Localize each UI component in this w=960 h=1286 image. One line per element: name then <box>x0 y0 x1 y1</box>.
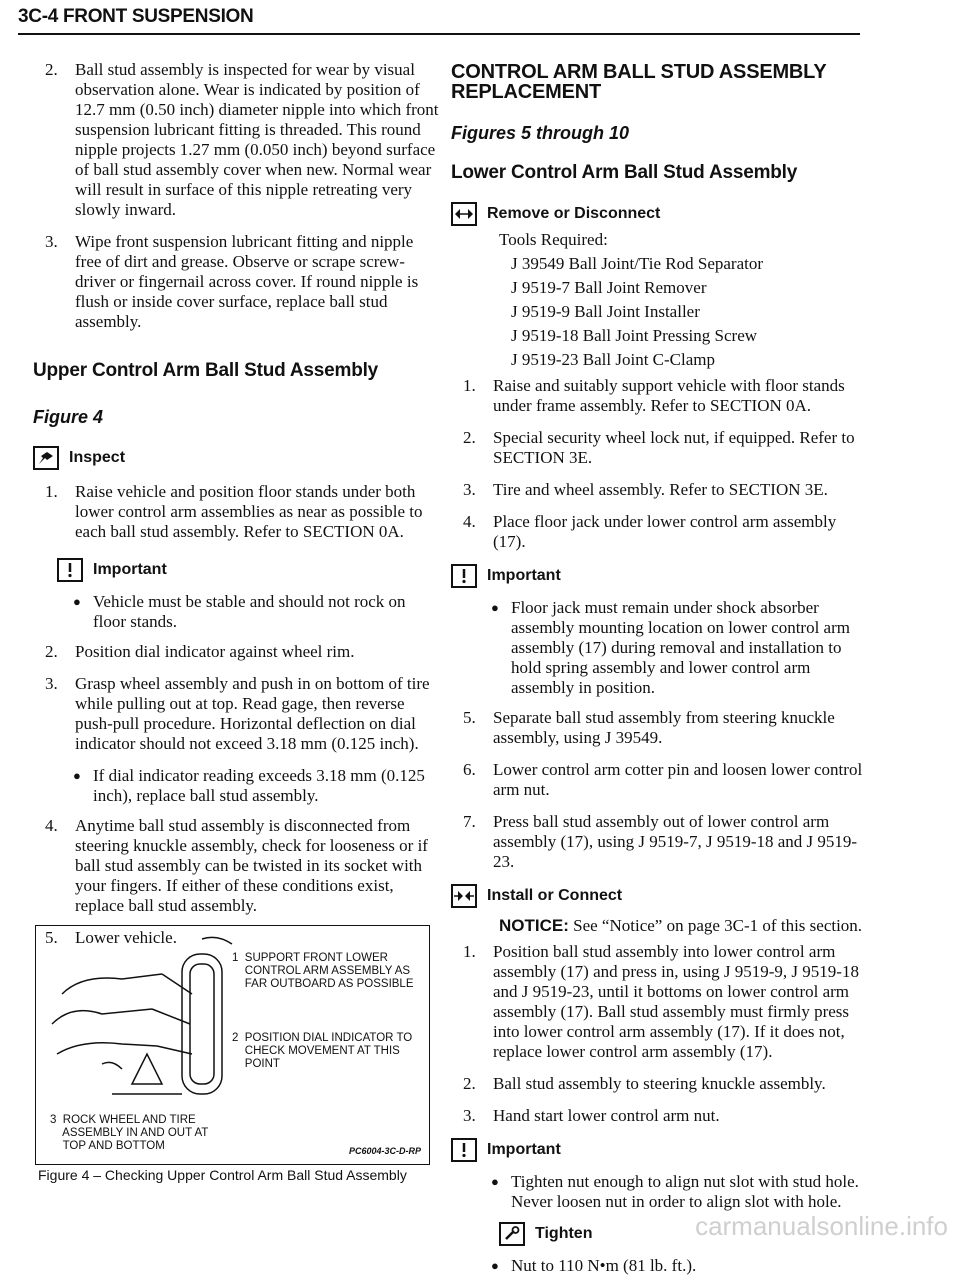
item-number: 3. <box>463 1106 476 1125</box>
tighten-label: Tighten <box>535 1225 593 1242</box>
tools-list <box>463 254 863 370</box>
tool-item: J 9519-18 Ball Joint Pressing Screw <box>511 326 758 345</box>
item-text: Ball stud assembly is inspected for wear by visual observation alone. Wear is indicated by position of 12.7 mm (0.50 inch) diameter nipple into which front suspension lubricant fitting is threaded. This round nipple projects 1.27 mm (0.050 inch) beyond surface of ball stud assembly cover when new. Normal wear will result in surface of this nipple retreating very slowly inward. <box>75 60 439 219</box>
list-item <box>463 480 863 500</box>
list-item <box>463 760 863 800</box>
item-text: Press ball stud assembly out of lower control arm assembly (17), using J 9519-7, J 9519-18 and J 9519-23. <box>493 812 858 871</box>
figure-caption: Figure 4 – Checking Upper Control Arm Ball Stud Assembly <box>38 1167 407 1183</box>
list-item <box>45 674 440 754</box>
section-heading-lower: Lower Control Arm Ball Stud Assembly <box>451 162 798 183</box>
item-number: 1. <box>463 942 476 961</box>
important-heading <box>451 1138 863 1162</box>
bullet-item: ● If dial indicator reading exceeds 3.18 mm (0.125 inch), replace ball stud assembly. <box>45 766 440 806</box>
item-number: 5. <box>463 708 476 727</box>
notice-text: See “Notice” on page 3C-1 of this section. <box>568 916 863 935</box>
section-heading-upper: Upper Control Arm Ball Stud Assembly <box>33 360 379 381</box>
inspect-icon <box>33 446 59 470</box>
list-item <box>463 708 863 748</box>
header-rule <box>18 33 860 35</box>
item-number: 2. <box>463 428 476 447</box>
item-number: 3. <box>45 674 58 693</box>
list-item <box>463 942 863 1062</box>
tool-item: J 9519-23 Ball Joint C-Clamp <box>511 350 715 369</box>
figure-label-3: 3 ROCK WHEEL AND TIRE ASSEMBLY IN AND OUT AT TOP AND BOTTOM <box>50 1114 209 1152</box>
item-number: 1. <box>45 482 58 501</box>
bullet-item: ● Tighten nut enough to align nut slot with stud hole. Never loosen nut in order to align slot with hole. <box>463 1172 863 1212</box>
item-number: 4. <box>463 512 476 531</box>
important-label: Important <box>487 567 561 584</box>
item-number: 5. <box>45 928 58 947</box>
item-text: Lower control arm cotter pin and loosen lower control arm nut. <box>493 760 863 799</box>
left-column <box>33 60 440 960</box>
item-text: Wipe front suspension lubricant fitting and nipple free of dirt and grease. Observe or scrape screw-driver or fingernail across cover. If round nipple is flush or inside cover surface, replace ball stud assembly. <box>75 232 419 331</box>
item-number: 1. <box>463 376 476 395</box>
figures-reference: Figures 5 through 10 <box>451 123 630 143</box>
right-column <box>451 61 863 1286</box>
item-number: 2. <box>45 60 58 79</box>
list-item <box>463 376 863 416</box>
important-icon <box>57 558 83 582</box>
list-item <box>463 512 863 552</box>
section-title: CONTROL ARM BALL STUD ASSEMBLY REPLACEMENT <box>451 61 827 103</box>
install-heading <box>451 884 863 908</box>
item-number: 7. <box>463 812 476 831</box>
item-number: 6. <box>463 760 476 779</box>
item-text: Position ball stud assembly into lower control arm assembly (17) and press in, using J 9519-9, J 9519-18 and J 9519-23, until it bottoms on lower control arm assembly (17). Ball stud assembly must firmly press into lower control arm assembly (17). If it does not, replace lower control arm assembly (17). <box>493 942 859 1061</box>
notice-word: NOTICE: <box>499 916 569 935</box>
list-item <box>45 482 440 542</box>
figure-label-1: 1 SUPPORT FRONT LOWER CONTROL ARM ASSEMBLY AS FAR OUTBOARD AS POSSIBLE <box>232 952 414 990</box>
important-label: Important <box>93 561 167 578</box>
watermark: carmanualsonline.info <box>695 1211 948 1241</box>
install-label: Install or Connect <box>487 887 623 904</box>
remove-heading <box>451 202 863 226</box>
item-number: 4. <box>45 816 58 835</box>
bullet-item: ● Nut to 110 N•m (81 lb. ft.). <box>463 1256 863 1276</box>
page-header: 3C-4 FRONT SUSPENSION <box>18 6 254 27</box>
remove-label: Remove or Disconnect <box>487 205 661 222</box>
list-item <box>463 428 863 468</box>
important-label: Important <box>487 1141 561 1158</box>
item-text: Tire and wheel assembly. Refer to SECTION 3E. <box>493 480 828 499</box>
item-text: Place floor jack under lower control arm assembly (17). <box>493 512 837 551</box>
list-item <box>463 812 863 872</box>
list-item <box>45 232 440 332</box>
item-text: Raise vehicle and position floor stands under both lower control arm assemblies as near as possible to each ball stud assembly. Refer to SECTION 0A. <box>75 482 423 541</box>
item-text: Anytime ball stud assembly is disconnected from steering knuckle assembly, check for looseness or if ball stud assembly can be twisted in its socket with your fingers. If either of these conditions exist, replace ball stud assembly. <box>75 816 428 915</box>
item-number: 3. <box>463 480 476 499</box>
important-heading <box>451 564 863 588</box>
item-number: 2. <box>463 1074 476 1093</box>
inspect-label: Inspect <box>69 449 126 466</box>
list-item <box>45 60 440 220</box>
important-icon <box>451 564 477 588</box>
item-text: Lower vehicle. <box>75 928 177 947</box>
item-text: Hand start lower control arm nut. <box>493 1106 720 1125</box>
inspect-heading <box>33 446 440 470</box>
wrench-icon <box>499 1222 525 1246</box>
item-number: 2. <box>45 642 58 661</box>
figure-label-2: 2 POSITION DIAL INDICATOR TO CHECK MOVEMENT AT THIS POINT <box>232 1032 413 1070</box>
item-text: Raise and suitably support vehicle with floor stands under frame assembly. Refer to SECTION 0A. <box>493 376 845 415</box>
bullet-item: ● Vehicle must be stable and should not rock on floor stands. <box>45 592 440 632</box>
figure-code: PC6004-3C-D-RP <box>348 1146 421 1156</box>
list-item <box>463 1074 863 1094</box>
suspension-illustration <box>42 934 242 1124</box>
list-item <box>45 816 440 916</box>
install-arrows-icon <box>451 884 477 908</box>
item-text: Position dial indicator against wheel rim. <box>75 642 355 661</box>
tool-item: J 39549 Ball Joint/Tie Rod Separator <box>511 254 764 273</box>
tools-label: Tools Required: <box>499 230 608 249</box>
item-text: Special security wheel lock nut, if equipped. Refer to SECTION 3E. <box>493 428 855 467</box>
item-number: 3. <box>45 232 58 251</box>
list-item <box>45 642 440 662</box>
item-text: Separate ball stud assembly from steering knuckle assembly, using J 39549. <box>493 708 835 747</box>
figure-4 <box>35 925 430 1165</box>
notice-paragraph <box>463 916 863 936</box>
list-item <box>463 1106 863 1126</box>
item-text: Ball stud assembly to steering knuckle assembly. <box>493 1074 826 1093</box>
important-icon <box>451 1138 477 1162</box>
item-text: Grasp wheel assembly and push in on bottom of tire while pulling out at top. Read gage, then reverse push-pull procedure. Horizontal deflection on dial indicator should not exceed 3.18 mm (0.125 inch). <box>75 674 430 753</box>
tool-item: J 9519-7 Ball Joint Remover <box>511 278 707 297</box>
remove-arrows-icon <box>451 202 477 226</box>
tool-item: J 9519-9 Ball Joint Installer <box>511 302 700 321</box>
important-heading <box>57 558 440 582</box>
bullet-item: ● Floor jack must remain under shock absorber assembly mounting location on lower control arm assembly (17) during removal and installation to hold spring assembly and lower control arm assembly in position. <box>463 598 863 698</box>
figure-reference: Figure 4 <box>33 407 104 427</box>
